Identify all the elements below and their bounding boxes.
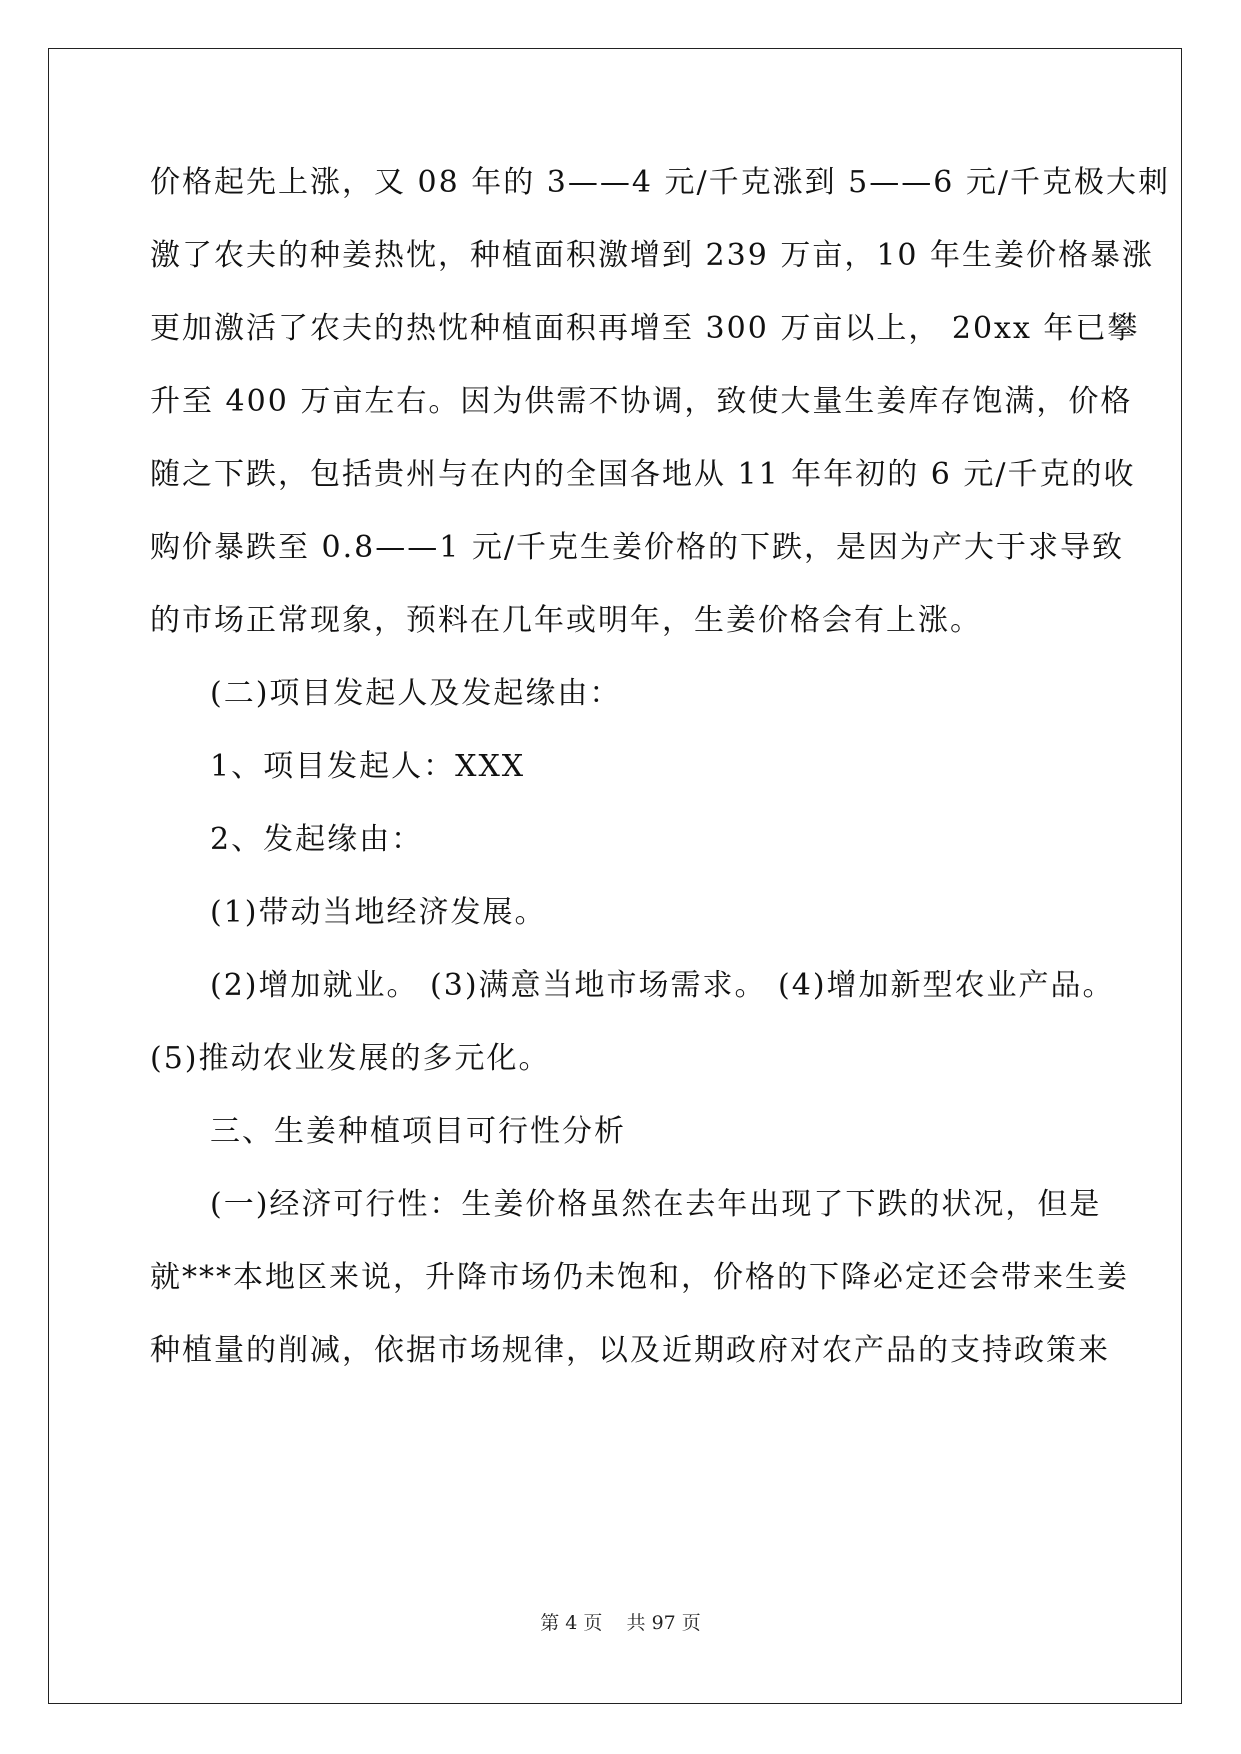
section-heading: 三、生姜种植项目可行性分析 [210,1114,626,1149]
list-item: (5)推动农业发展的多元化。 [150,1041,551,1076]
body-line: 购价暴跌至 0.8——1 元/千克生姜价格的下跌，是因为产大于求导致 [150,530,1124,565]
body-line: 价格起先上涨，又 08 年的 3——4 元/千克涨到 5——6 元/千克极大刺 [150,165,1170,200]
list-item: (2)增加就业。 (3)满意当地市场需求。 (4)增加新型农业产品。 [210,968,1115,1003]
body-line: 的市场正常现象，预料在几年或明年，生姜价格会有上涨。 [150,603,982,638]
body-line: 2、发起缘由： [210,822,424,857]
body-line: 种植量的削减，依据市场规律，以及近期政府对农产品的支持政策来 [150,1333,1110,1368]
body-line: (一)经济可行性：生姜价格虽然在去年出现了下跌的状况，但是 [210,1187,1102,1222]
body-line: 就***本地区来说，升降市场仍未饱和，价格的下降必定还会带来生姜 [150,1260,1129,1295]
body-line: 1、项目发起人：XXX [210,749,526,784]
page-number-label: 第 4 页 共 97 页 [540,1612,701,1634]
page-frame [48,48,1182,1704]
page-footer [0,1611,1241,1635]
section-heading: (二)项目发起人及发起缘由： [210,676,622,711]
body-line: 更加激活了农夫的热忱种植面积再增至 300 万亩以上， 20xx 年已攀 [150,311,1140,346]
body-line: 升至 400 万亩左右。因为供需不协调，致使大量生姜库存饱满，价格 [150,384,1133,419]
body-line: 随之下跌，包括贵州与在内的全国各地从 11 年年初的 6 元/千克的收 [150,457,1136,492]
body-line: 激了农夫的种姜热忱，种植面积激增到 239 万亩，10 年生姜价格暴涨 [150,238,1155,273]
list-item: (1)带动当地经济发展。 [210,895,547,930]
